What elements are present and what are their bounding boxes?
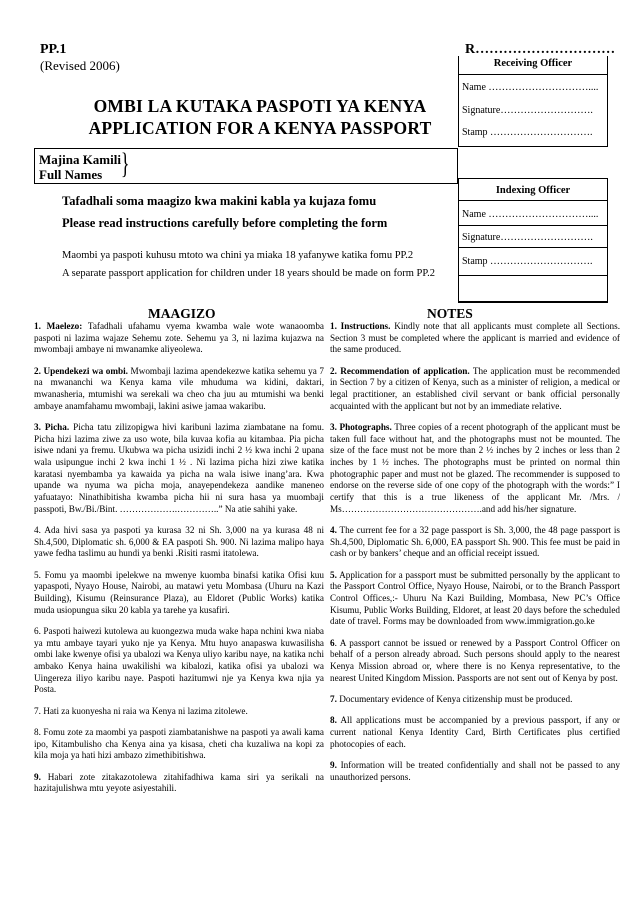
form-code: PP.1 [40,42,67,57]
child-application-note-english: A separate passport application for children under 18 years should be made on form PP.2 [62,268,435,279]
maagizo-paragraph: 9. Habari zote zitakazotolewa zitahifadhiwa kama siri ya serikali na hazitajulishwa mtu yeyote asiyestahili. [34,771,324,794]
receiving-officer-heading: Receiving Officer [493,58,573,69]
receiving-officer-signature-field[interactable]: Signature………………………. [462,105,593,116]
maagizo-paragraph: 5. Fomu ya maombi ipelekwe na mwenye kuomba binafsi katika Ofisi kuu yapaspoti, Nyayo House, Nairobi, au matawi yetu Mombasa (Uhuru na Kazi Building), Kisumu (Reinsurance Plaza), au Eldoret (Public Works) katika muda usiopungua siku 20 kabla ya tarehe ya kusafiri. [34,569,324,615]
indexing-officer-heading: Indexing Officer [495,185,571,196]
child-application-note-swahili: Maombi ya paspoti kuhusu mtoto wa chini ya miaka 18 yafanywe katika fomu PP.2 [62,250,414,261]
maagizo-paragraph: 8. Fomu zote za maombi ya paspoti ziambatanishwe na paspoti ya awali kama ipo, Kitambulisho cha Kenya aina ya kisasa, cheti cha kuzaliwa na kopi za kila moja ya hati hizi ambazo zimethibitishwa. [34,726,324,761]
indexing-officer-signature-field[interactable]: Signature………………………. [462,232,593,243]
maagizo-heading: MAAGIZO [148,306,216,321]
indexing-officer-name-field[interactable]: Name ………………………….... [462,209,599,220]
maagizo-paragraph: 2. Upendekezi wa ombi. Mwombaji lazima apendekezwe katika sehemu ya 7 na mwananchi wa Kenya kama vile mhuduma wa kidini, daktari, mwanasheria, mtumishi wa serekali wa cheo cha juu au mtumishi wa benki ambaye anamfahamu mwombaji, lakini asiwe jamaa wakaribu. [34,365,325,411]
form-title-english: APPLICATION FOR A KENYA PASSPORT [88,118,432,138]
indexing-officer-stamp-field[interactable]: Stamp …………………………. [462,256,593,267]
maagizo-paragraph: 1. Maelezo: Tafadhali ufahamu vyema kwamba wale wote wanaoomba paspoti ni lazima wajaze Sehemu zote. Sehemu ya 3, ni lazima kujazwa na mwombaji ambaye ni mwanamke aliyeolewa. [34,321,324,355]
full-names-label-english: Full Names [39,167,103,182]
maagizo-paragraph: 3. Picha. Picha tatu zilizopigwa hivi karibuni lazima ziambatane na fomu. Picha hizi lazima ziwe za uso wote, bila kuvaa kofia au kitambaa. Pia picha isiwe ndani ya fremu. Ukubwa wa picha usizidi inchi 2 ½ kwa inchi 2 upana wala usipungue inchi 2 kwa inchi 1 ½ . Ni lazima picha hizi ziwe katika karatasi nyembamba ya kawaida ya picha na wala isiwe inang’ara. Kwa upande wa nyuma wa picha moja, anayependekeza aandike maneneo yafuatayo: Ninathibitisha kwamba picha hii ni sura hasa ya muombaji passpoti, Bw./Bi./Bint. ……………….…………..” Na atie sahihi yake. [34,421,324,514]
read-instructions-english: Please read instructions carefully before completing the form [62,216,388,230]
notes-paragraph: 4. The current fee for a 32 page passport is Sh. 3,000, the 48 page passport is Sh.4,500, Diplomatic Sh. 6,000, EA passport Sh. 900. This fee must be paid in cash or by bankers’ cheque and an official receipt issued. [330,525,620,559]
form-title-swahili: OMBI LA KUTAKA PASPOTI YA KENYA [93,96,427,116]
maagizo-paragraph: 4. Ada hivi sasa ya paspoti ya kurasa 32 ni Sh. 3,000 na ya kurasa 48 ni Sh.4,500, Diplomatic sh. 6,000 & EA paspoti Sh. 900. Ni lazima malipo haya yawe fedha taslimu au hundi ya benki .Risiti rasmi itatolewa. [34,525,324,559]
notes-heading: NOTES [427,306,473,321]
brace-mark: } [120,147,130,180]
maagizo-paragraph: 7. Hati za kuonyesha ni raia wa Kenya ni lazima zitolewe. [34,705,248,716]
notes-paragraph: 1. Instructions. Kindly note that all applicants must complete all Sections. Section 3 must be completed where the applicant is married and evidence of the same produced. [330,321,621,355]
indexing-officer-box [458,178,608,303]
maagizo-paragraph: 6. Paspoti haiwezi kutolewa au kuongezwa muda wake hapa nchini kwa niaba ya mtu ambaye tayari yuko nje ya Kenya. Mtu huyo anapaswa kuwasilisha ombi lake kwenye ofisi ya ubalozi wa Kenya uliyo karibu naye, na katika nchi ambako Kenya haina uwakilishi wa kibalozi, katika ofisi ya ubalozi wa Uingereza iliyo karibu naye. Paspoti hazitumwi nje ya Kenya kwa njia ya Posta. [34,625,324,695]
notes-paragraph: 5. Application for a passport must be submitted personally by the applicant to the Passport Control Office, Nyayo House, Nairobi, or to the Branch Passport Control Offices,:- Uhuru Na Kazi Building, Mombasa, New PC’s Office Kisumu, Public Works Building, Eldoret, at least 20 days before the scheduled date of travel. Forms may be downloaded from www.immigration.go.ke [330,569,620,627]
full-names-field[interactable] [34,148,458,184]
notes-paragraph: 8. All applications must be accompanied by a previous passport, if any or current national Kenya Identity Card, Birth Certificates plus certified photocopies of each. [330,715,620,749]
notes-paragraph: 6. A passport cannot be issued or renewed by a Passport Control Officer on behalf of a person already abroad. Such persons should apply to the nearest Kenya Mission abroad or, where there is no Kenya representative, to the nearest United Kingdom Mission. Passports are not sent out of Kenya by post. [330,637,620,683]
read-instructions-swahili: Tafadhali soma maagizo kwa makini kabla ya kujaza fomu [62,194,377,208]
notes-paragraph: 3. Photographs. Three copies of a recent photograph of the applicant must be taken full face without hat, and the photographs must not be mounted. The size of the face must not be more than 2 ½ inches by 2 inches or less than 2 inches by 1 ½ inches. The photographs must be printed on normal thin photographic paper and must not be glazed. The recommender is supposed to endorse on the reverse side of one copy of the photograph with the words:” I certify that this is a true likeness of the applicant Mr. /Mrs. / Ms……………………………………….and add his/her signature. [330,421,620,514]
receiving-officer-name-field[interactable]: Name ………………………….... [462,82,599,93]
notes-column [330,321,620,793]
receiving-officer-stamp-field[interactable]: Stamp …………………………. [462,127,593,138]
notes-paragraph: 9. Information will be treated confidentially and shall not be passed to any unauthorized persons. [330,759,620,782]
form-revised-date: (Revised 2006) [40,58,120,73]
receipt-number-field[interactable]: R………………………… [465,42,616,57]
notes-paragraph: 7. Documentary evidence of Kenya citizenship must be produced. [330,693,573,704]
receiving-officer-box [458,56,608,147]
maagizo-column [34,321,324,804]
full-names-label-swahili: Majina Kamili [39,152,121,167]
notes-paragraph: 2. Recommendation of application. The application must be recommended in Section 7 by a citizen of Kenya, such as a minister of religion, a medical or legal practitioner, an established civil servant or bank official personally acquainted with the applicant but not by an immediate relative. [330,365,621,411]
